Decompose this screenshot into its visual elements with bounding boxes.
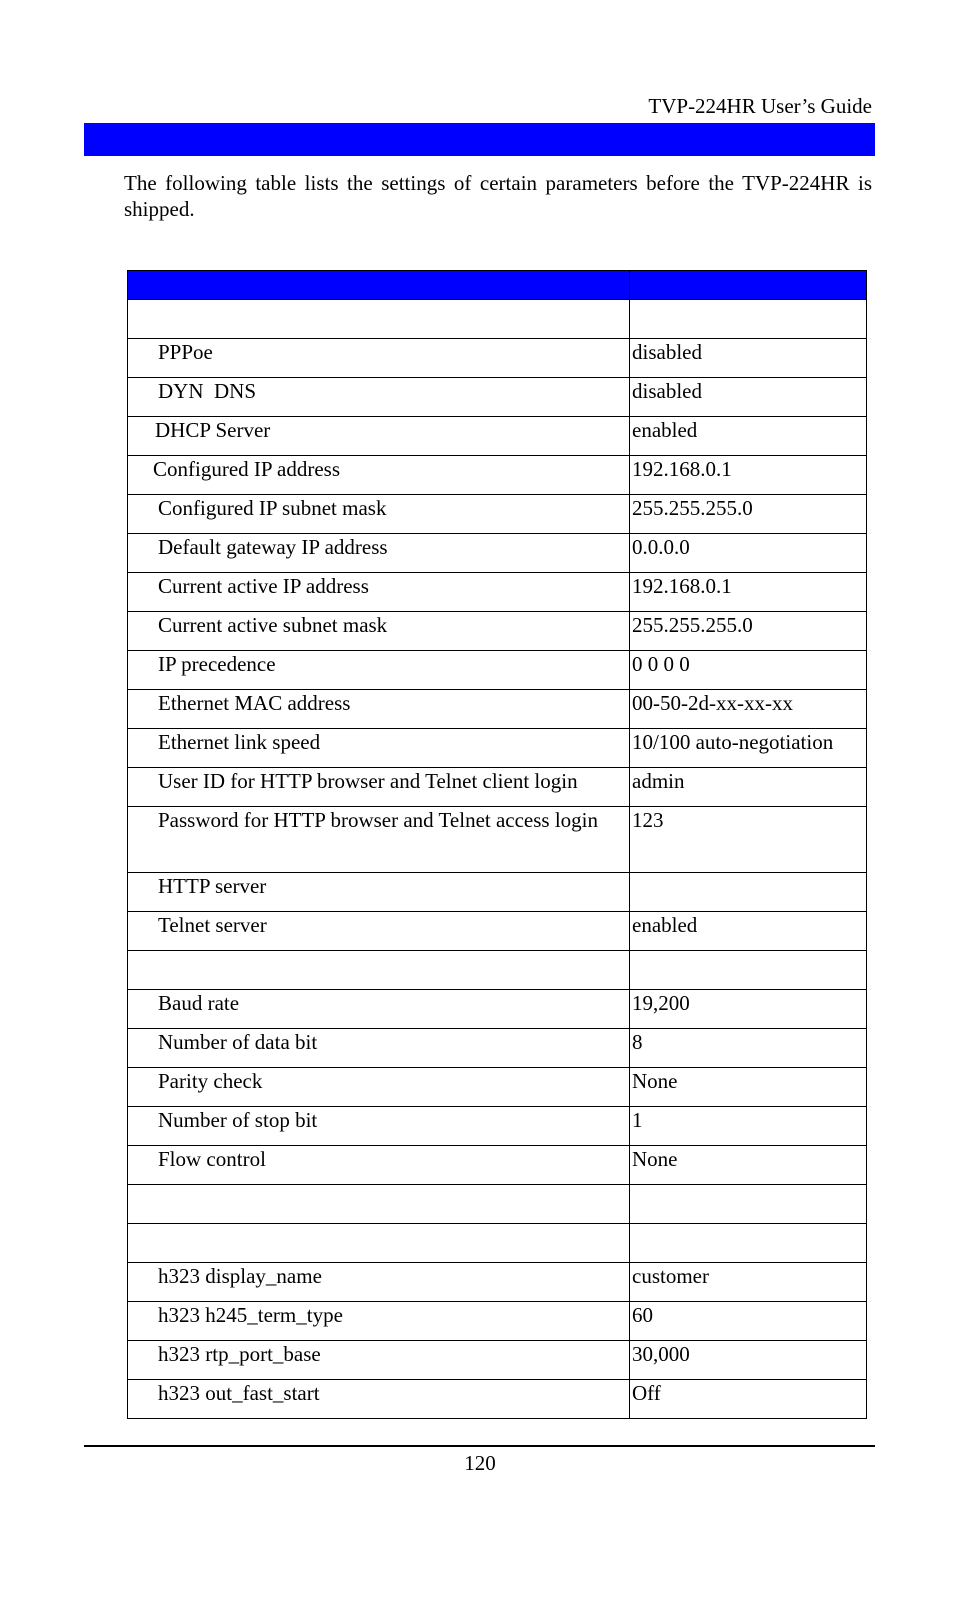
table-row [128, 1380, 867, 1419]
table-cell-parameter [128, 1068, 630, 1107]
table-cell-value [630, 1146, 867, 1185]
table-cell-value [630, 1029, 867, 1068]
table-cell-parameter [128, 534, 630, 573]
table-row [128, 690, 867, 729]
table-cell-parameter [128, 873, 630, 912]
table-cell-parameter [128, 651, 630, 690]
table-cell-parameter [128, 378, 630, 417]
intro-paragraph: The following table lists the settings of certain parameters before the TVP-224HR is shipped. [124, 171, 872, 221]
parameter-name: Number of data bit [158, 1030, 318, 1054]
parameter-name: h323 h245_term_type [158, 1303, 343, 1327]
parameter-value: 0.0.0.0 [632, 535, 690, 559]
table-cell-value [630, 1068, 867, 1107]
parameter-name: DHCP Server [155, 418, 271, 442]
parameter-name: Flow control [158, 1147, 266, 1171]
parameter-name: h323 display_name [158, 1264, 322, 1288]
table-cell-parameter [128, 807, 630, 873]
parameter-value: 10/100 auto-negotiation [632, 730, 834, 754]
table-cell-value [630, 651, 867, 690]
table-cell-value [630, 951, 867, 990]
parameter-value: disabled [632, 340, 702, 364]
table-cell-value [630, 573, 867, 612]
parameter-name: PPPoe [158, 340, 213, 364]
table-cell-value [630, 534, 867, 573]
table-header-cell-parameter [128, 271, 630, 300]
parameter-name: Telnet server [158, 913, 267, 937]
parameter-name: h323 out_fast_start [158, 1381, 320, 1405]
table-header-row [128, 271, 867, 300]
table-section-row [128, 300, 867, 339]
parameter-name: Current active IP address [158, 574, 369, 598]
parameter-value: 123 [632, 808, 664, 832]
table-cell-value [630, 1341, 867, 1380]
table-cell-parameter [128, 1185, 630, 1224]
table-cell-parameter [128, 1341, 630, 1380]
parameter-value: 255.255.255.0 [632, 613, 753, 637]
parameter-name: IP precedence [158, 652, 276, 676]
parameter-name: DYN DNS [158, 379, 257, 403]
parameter-value: Off [632, 1381, 661, 1405]
parameter-name: Configured IP address [153, 457, 341, 481]
parameter-value: 0 0 0 0 [632, 652, 690, 676]
table-cell-value [630, 1302, 867, 1341]
table-cell-parameter [128, 612, 630, 651]
table-cell-value [630, 612, 867, 651]
parameter-value: admin [632, 769, 685, 793]
table-cell-value [630, 873, 867, 912]
table-row [128, 807, 867, 873]
parameter-name: Ethernet link speed [158, 730, 321, 754]
table-cell-value [630, 495, 867, 534]
table-cell-parameter [128, 573, 630, 612]
parameter-value: 1 [632, 1108, 643, 1132]
table-cell-value [630, 729, 867, 768]
table-cell-value [630, 1263, 867, 1302]
table-row [128, 1302, 867, 1341]
table-row [128, 1029, 867, 1068]
table-header-cell-value [630, 271, 867, 300]
footer-divider [84, 1445, 875, 1447]
table-row [128, 534, 867, 573]
parameter-name: Ethernet MAC address [158, 691, 351, 715]
table-row [128, 873, 867, 912]
table-cell-value [630, 300, 867, 339]
parameter-value: 19,200 [632, 991, 690, 1015]
parameter-value: None [632, 1069, 678, 1093]
parameter-name: Baud rate [158, 991, 240, 1015]
parameter-name: Parity check [158, 1069, 263, 1093]
parameter-name: Number of stop bit [158, 1108, 318, 1132]
table-cell-parameter [128, 339, 630, 378]
parameter-value: 255.255.255.0 [632, 496, 753, 520]
parameter-value: 192.168.0.1 [632, 574, 732, 598]
table-cell-value [630, 1380, 867, 1419]
default-settings-table [127, 270, 867, 1419]
parameter-name: HTTP server [158, 874, 267, 898]
parameter-name: User ID for HTTP browser and Telnet client login [158, 769, 578, 793]
table-row [128, 768, 867, 807]
table-cell-parameter [128, 1263, 630, 1302]
table-cell-value [630, 378, 867, 417]
table-cell-value [630, 912, 867, 951]
section-title-bar [84, 123, 875, 156]
table-cell-parameter [128, 1302, 630, 1341]
table-row [128, 417, 867, 456]
parameter-value: None [632, 1147, 678, 1171]
table-section-row [128, 1224, 867, 1263]
table-row [128, 1263, 867, 1302]
table-cell-parameter [128, 1146, 630, 1185]
parameter-name: Password for HTTP browser and Telnet access login [158, 808, 599, 832]
table-cell-value [630, 1224, 867, 1263]
table-cell-value [630, 768, 867, 807]
table-cell-parameter [128, 456, 630, 495]
table-cell-parameter [128, 495, 630, 534]
table-cell-value [630, 807, 867, 873]
table-row [128, 612, 867, 651]
table-row [128, 1341, 867, 1380]
table-cell-value [630, 456, 867, 495]
table-row [128, 495, 867, 534]
parameter-value: customer [632, 1264, 709, 1288]
parameter-value: 00-50-2d-xx-xx-xx [632, 691, 793, 715]
table-row [128, 1107, 867, 1146]
parameter-name: Default gateway IP address [158, 535, 388, 559]
table-row [128, 378, 867, 417]
table-cell-parameter [128, 300, 630, 339]
parameter-value: disabled [632, 379, 702, 403]
parameter-value: enabled [632, 913, 698, 937]
table-row [128, 456, 867, 495]
table-section-row [128, 1185, 867, 1224]
table-row [128, 573, 867, 612]
table-row [128, 1146, 867, 1185]
parameter-value: 30,000 [632, 1342, 690, 1366]
table-cell-parameter [128, 951, 630, 990]
parameter-value: 60 [632, 1303, 653, 1327]
page-number: 120 [464, 1451, 496, 1475]
table-row [128, 339, 867, 378]
parameter-name: h323 rtp_port_base [158, 1342, 321, 1366]
table-cell-parameter [128, 729, 630, 768]
table-cell-value [630, 1107, 867, 1146]
parameter-value: 8 [632, 1030, 643, 1054]
table-cell-parameter [128, 912, 630, 951]
table-cell-parameter [128, 690, 630, 729]
table-cell-parameter [128, 768, 630, 807]
parameter-name: Current active subnet mask [158, 613, 388, 637]
table-row [128, 729, 867, 768]
parameter-value: 192.168.0.1 [632, 457, 732, 481]
parameter-value: enabled [632, 418, 698, 442]
document-header-title: TVP-224HR User’s Guide [648, 94, 872, 118]
table-row [128, 651, 867, 690]
table-row [128, 990, 867, 1029]
table-cell-parameter [128, 1107, 630, 1146]
table-cell-parameter [128, 1029, 630, 1068]
table-cell-parameter [128, 417, 630, 456]
table-section-row [128, 951, 867, 990]
table-row [128, 912, 867, 951]
table-cell-parameter [128, 1224, 630, 1263]
table-cell-value [630, 690, 867, 729]
table-cell-parameter [128, 990, 630, 1029]
table-cell-value [630, 339, 867, 378]
table-cell-value [630, 990, 867, 1029]
table-row [128, 1068, 867, 1107]
table-cell-value [630, 1185, 867, 1224]
table-cell-value [630, 417, 867, 456]
table-cell-parameter [128, 1380, 630, 1419]
parameter-name: Configured IP subnet mask [158, 496, 387, 520]
